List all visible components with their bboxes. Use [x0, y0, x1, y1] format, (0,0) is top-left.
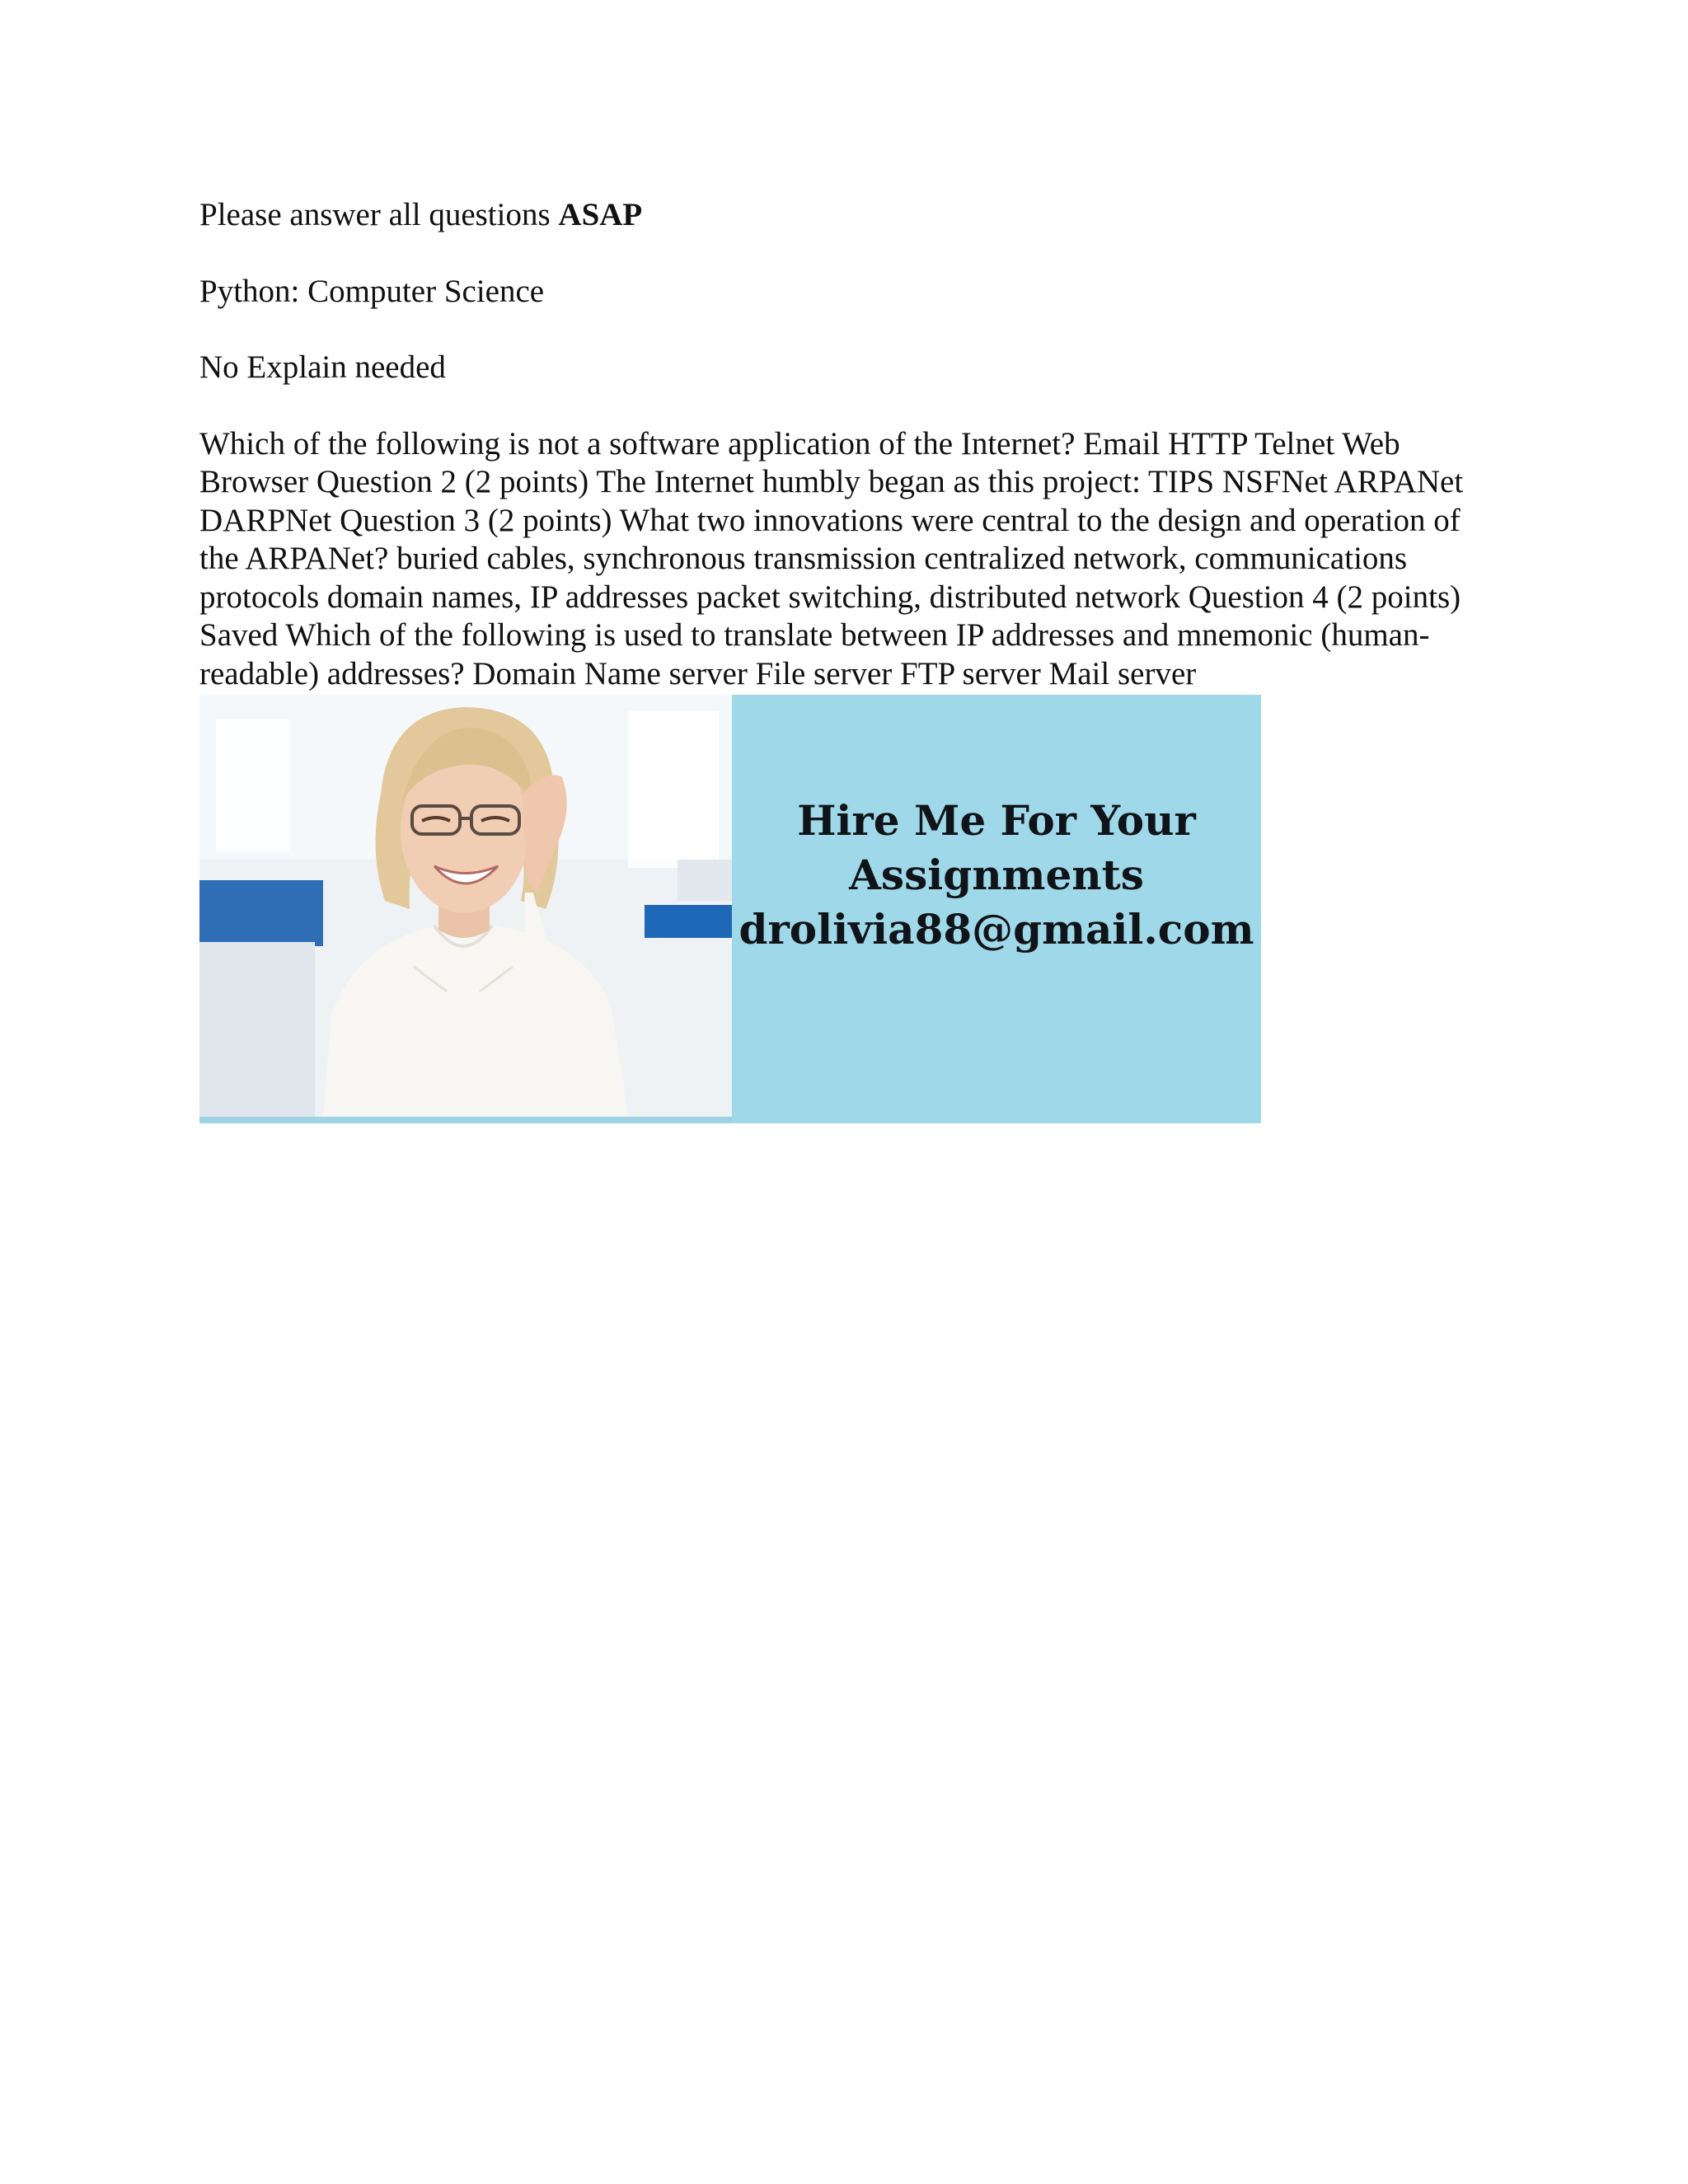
photo-bottom-strip: [199, 1117, 734, 1123]
intro-paragraph: [199, 196, 1502, 235]
questions-paragraph: Which of the following is not a software application of the Internet? Email HTTP Telnet Web Browser Question 2 (2 points) The Internet humbly began as this project: TIPS NSFNet ARPANet DARPNet Question 3 (2 points) What two innovations were central to the design and operation of the ARPANet? buried cables, synchronous transmission centralized network, communications protocols domain names, IP addresses packet switching, distributed network Question 4 (2 points) Saved Which of the following is used to translate between IP addresses and mnemonic (human-readable) addresses? Domain Name server File server FTP server Mail server: [199, 425, 1464, 691]
advertisement-line-2: Assignments: [849, 851, 1144, 899]
advertisement-email: drolivia88@gmail.com: [738, 905, 1254, 954]
intro-text: Please answer all questions: [199, 197, 559, 232]
advertisement-panel: [732, 695, 1261, 1123]
subject-line: Python: Computer Science: [199, 273, 545, 309]
advertisement-text: [732, 794, 1261, 957]
document-text-block: [199, 196, 1502, 693]
advertisement-line-1: Hire Me For Your: [797, 796, 1196, 845]
smiling-woman-photo: [199, 695, 734, 1117]
note-line: No Explain needed: [199, 349, 446, 385]
intro-emphasis: ASAP: [558, 197, 643, 232]
advertisement-banner: [199, 695, 1261, 1123]
